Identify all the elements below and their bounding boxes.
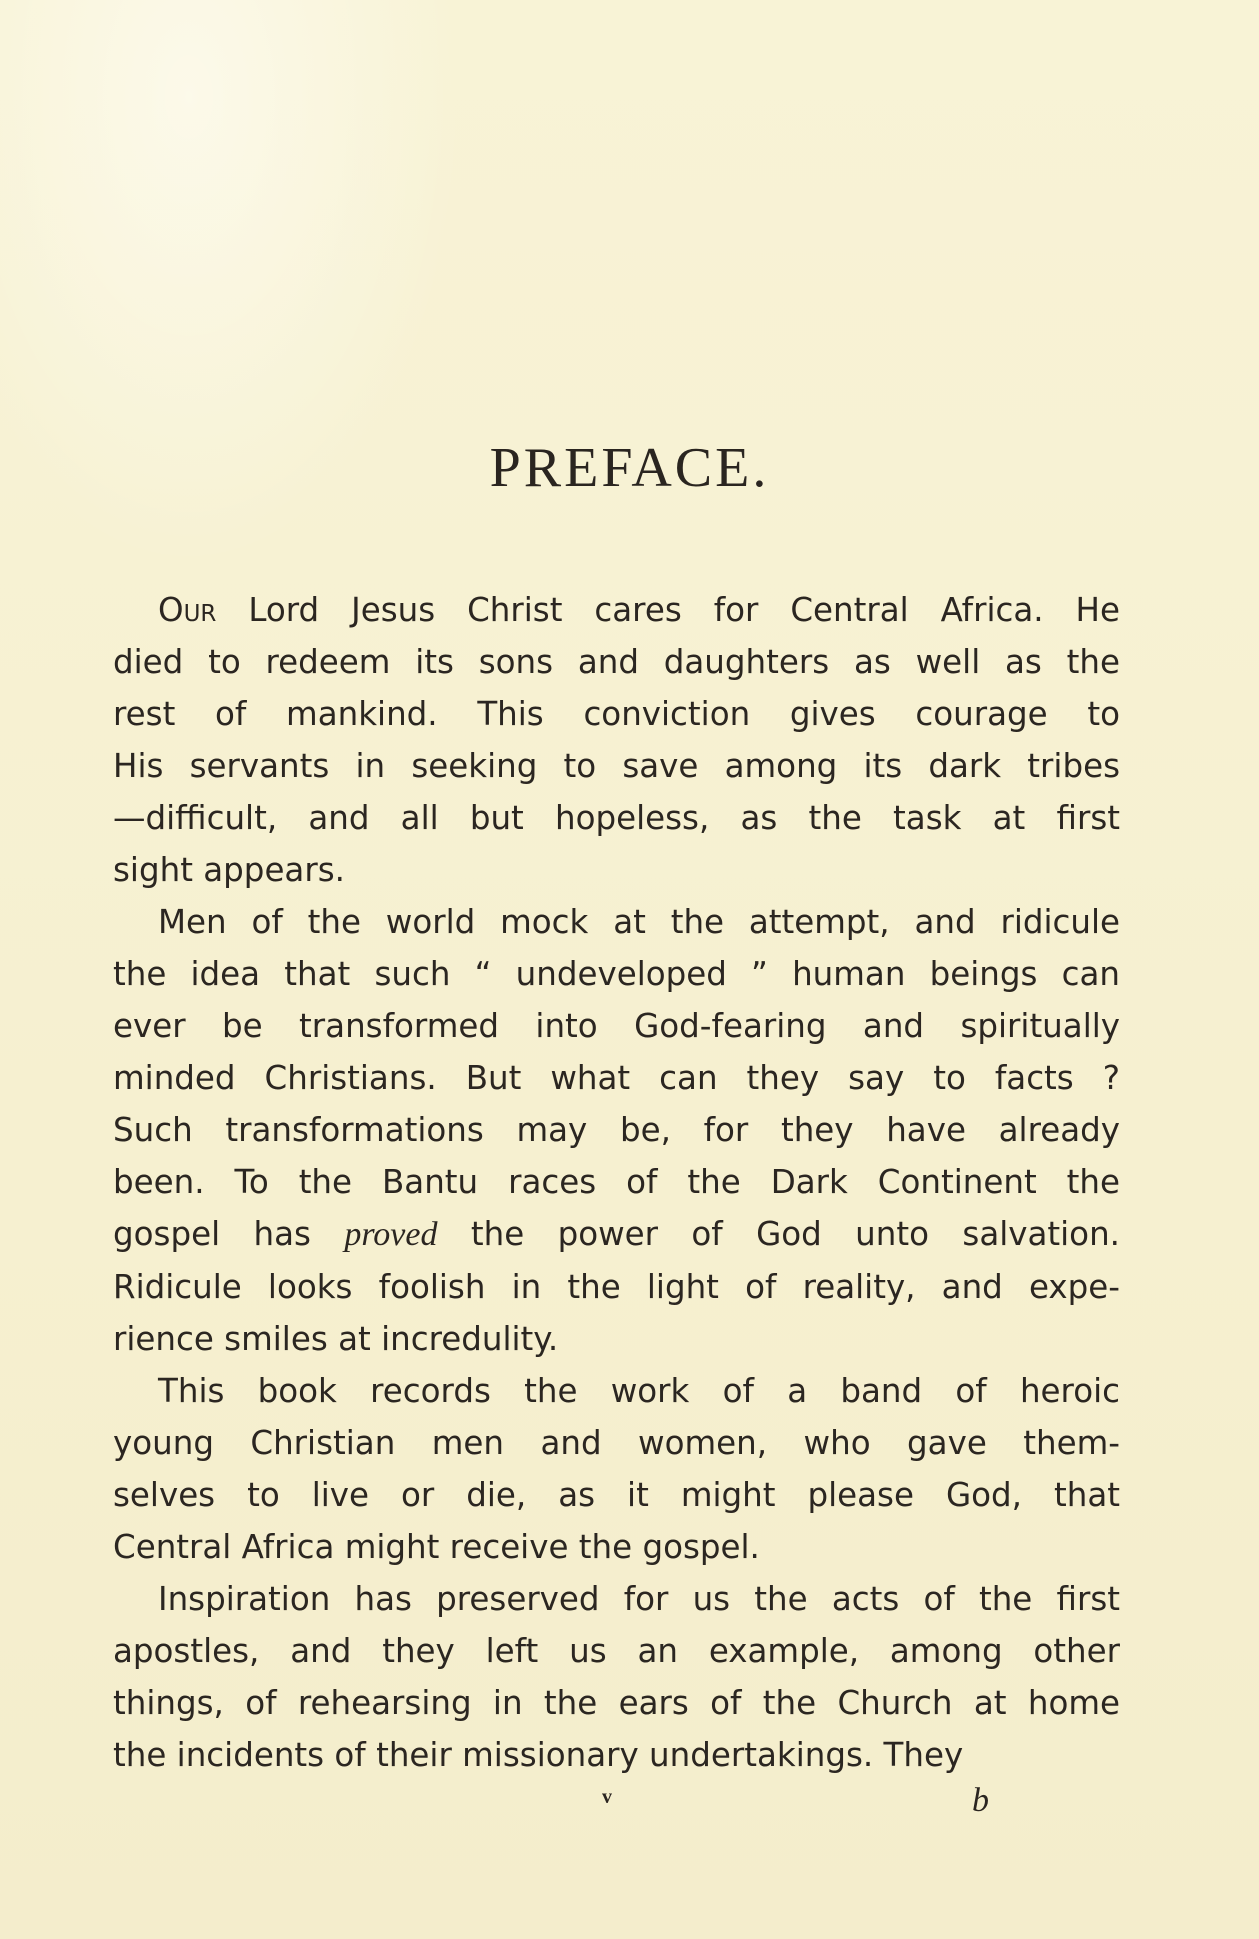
paragraph xyxy=(113,584,1120,896)
text-line: selves to live or die, as it might please God, that xyxy=(113,1476,1120,1514)
text-line: apostles, and they left us an example, among other xyxy=(113,1632,1120,1670)
text-line: died to redeem its sons and daughters as well as the xyxy=(113,643,1120,681)
text-line: the incidents of their missionary undertakings. They xyxy=(113,1736,964,1774)
text-line: been. To the Bantu races of the Dark Continent the xyxy=(113,1163,1120,1201)
preface-body xyxy=(113,584,1120,1781)
emphasis-word: proved xyxy=(344,1216,438,1253)
line-text: gospel has xyxy=(113,1215,345,1253)
text-line: Such transformations may be, for they have already xyxy=(113,1111,1120,1149)
text-line: Ridicule looks foolish in the light of reality, and expe- xyxy=(113,1268,1120,1306)
paragraph xyxy=(113,1365,1120,1573)
text-line: the idea that such “ undeveloped ” human beings can xyxy=(113,955,1120,993)
paragraph xyxy=(113,1573,1120,1781)
line-text: Lord Jesus Christ cares for Central Africa. He xyxy=(216,591,1120,629)
text-line: rest of mankind. This conviction gives courage to xyxy=(113,695,1120,733)
text-line: Men of the world mock at the attempt, and ridicule xyxy=(158,903,1120,941)
opening-word: Our xyxy=(158,591,217,629)
text-line: ever be transformed into God-fearing and spiritually xyxy=(113,1007,1120,1045)
text-line: rience smiles at incredulity. xyxy=(113,1320,559,1358)
text-line: young Christian men and women, who gave them- xyxy=(113,1424,1120,1462)
text-line: minded Christians. But what can they say to facts ? xyxy=(113,1059,1120,1097)
text-line xyxy=(113,584,1120,636)
text-line: sight appears. xyxy=(113,851,345,889)
paragraph xyxy=(113,896,1120,1365)
text-line: things, of rehearsing in the ears of the Church at home xyxy=(113,1684,1120,1722)
page-title: PREFACE. xyxy=(489,437,770,499)
text-line: Central Africa might receive the gospel. xyxy=(113,1528,760,1566)
text-line: Inspiration has preserved for us the acts of the first xyxy=(158,1580,1120,1618)
text-line xyxy=(113,1208,1120,1261)
page-number: v xyxy=(602,1786,612,1808)
text-line: This book records the work of a band of heroic xyxy=(158,1372,1120,1410)
signature-mark: b xyxy=(972,1782,989,1819)
text-line: His servants in seeking to save among its dark tribes xyxy=(113,747,1120,785)
text-line: —difficult, and all but hopeless, as the task at first xyxy=(113,799,1120,837)
line-text: the power of God unto salvation. xyxy=(437,1215,1120,1253)
